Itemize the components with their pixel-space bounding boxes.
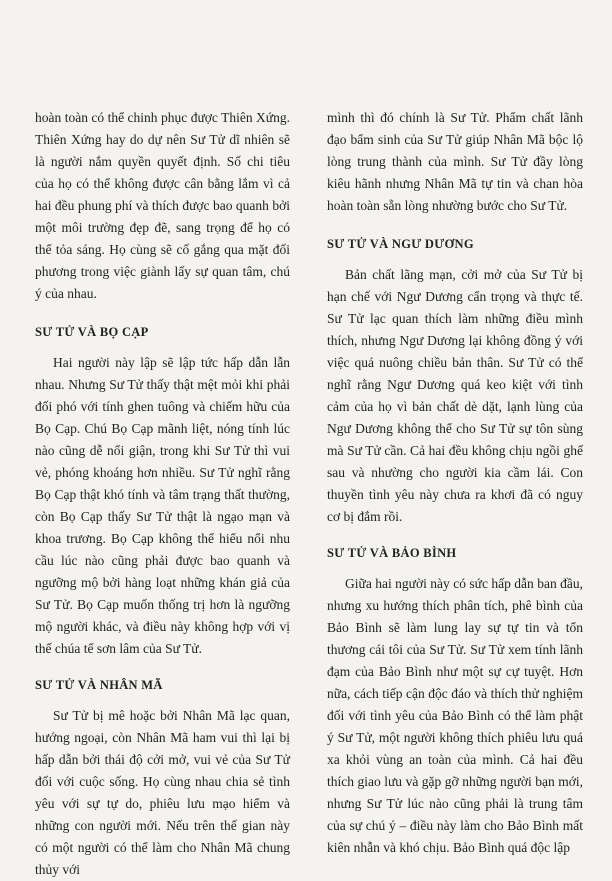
right-paragraph-2: Bản chất lãng mạn, cởi mở của Sư Tử bị hạn chế với Ngư Dương cẩn trọng và thực tế. Sư Tử lạc quan thích làm những điều mình thích, nhưng Ngư Dương lại không đồng ý với việc quá nuông chiều bản thân. Sư Tử có thể nghĩ rằng Ngư Dương quá keo kiệt với tình cảm của họ vì bản chất dè dặt, lạnh lùng của Ngư Dương không thể cho Sư Tử sự tôn sùng mà Sư Tử cần. Cả hai đều không chịu ngồi ghế sau và nhường cho người kia cầm lái. Con thuyền tình yêu này chưa ra khơi đã có nguy cơ bị đắm rồi.: [327, 267, 583, 524]
left-column: [35, 107, 290, 881]
heading-leo-capricorn: SƯ TỬ VÀ NGƯ DƯƠNG: [327, 237, 474, 251]
heading-leo-scorpio: SƯ TỬ VÀ BỌ CẠP: [35, 325, 149, 339]
right-paragraph-3: Giữa hai người này có sức hấp dẫn ban đầu, nhưng xu hướng thích phân tích, phê bình của Bảo Bình sẽ làm lung lay sự tự tin và tổn thương cái tôi của Sư Tử. Sư Tử xem tính lãnh đạm của Bảo Bình như một sự cự tuyệt. Hơn nữa, cách tiếp cận độc đáo và thích thử nghiệm đối với tình yêu của Bảo Bình có thể làm phật ý Sư Tử, một người không thích phiêu lưu quá xa khỏi vùng an toàn của mình. Cả hai đều thích giao lưu và gặp gỡ những người bạn mới, nhưng Sư Tử lúc nào cũng phải là trung tâm của sự chú ý – điều này làm cho Bảo Bình mất kiên nhẫn và khó chịu. Bảo Bình quá độc lập: [327, 576, 583, 855]
right-column: [327, 107, 583, 859]
heading-leo-aquarius: SƯ TỬ VÀ BẢO BÌNH: [327, 546, 457, 560]
left-paragraph-1: hoàn toàn có thể chinh phục được Thiên Xứng. Thiên Xứng hay do dự nên Sư Tử dĩ nhiên sẽ là người nắm quyền quyết định. Số chi tiêu của họ có thể không được cân bằng lắm vì cả hai đều phung phí và thích được bao quanh bởi một môi trường đẹp đẽ, sang trọng để họ có thể tỏa sáng. Họ cùng sẽ cố gắng qua mặt đối phương trong việc giành lấy sự quan tâm, chú ý của nhau.: [35, 110, 290, 301]
left-paragraph-2: Hai người này lập sẽ lập tức hấp dẫn lẫn nhau. Nhưng Sư Tử thấy thật mệt mỏi khi phải đối phó với tính ghen tuông và chiếm hữu của Bọ Cạp. Chú Bọ Cạp mãnh liệt, nóng tính lúc nào cũng dễ nổi giận, trong khi Sư Tử thì vui vẻ, phóng khoáng hơn nhiều. Sư Tử nghĩ rằng Bọ Cạp thật khó tính và tâm trạng thất thường, còn Bọ Cạp thấy Sư Tử thật là ngạo mạn và khoa trương. Bọ Cạp không thể hiểu nổi nhu cầu lúc nào cũng phải được bao quanh và ngưỡng mộ bởi hàng loạt những khán giả của Sư Tử. Bọ Cạp muốn thống trị hơn là ngưỡng mộ người khác, và điều này không hợp với vị thế chúa tể sơn lâm của Sư Tử.: [35, 355, 290, 656]
heading-leo-sagittarius: SƯ TỬ VÀ NHÂN MÃ: [35, 678, 163, 692]
left-paragraph-3: Sư Tử bị mê hoặc bởi Nhân Mã lạc quan, hướng ngoại, còn Nhân Mã ham vui thì lại bị hấp dẫn bởi thái độ cởi mở, vui vẻ của Sư Tử đối với cuộc sống. Họ cùng nhau chia sẻ tình yêu với sự tự do, phiêu lưu mạo hiểm và những con người mới. Nếu trên thế gian này có một người có thể làm cho Nhân Mã chung thủy với: [35, 708, 290, 877]
right-paragraph-1: mình thì đó chính là Sư Tử. Phẩm chất lãnh đạo bẩm sinh của Sư Tử giúp Nhân Mã bộc lộ lòng trung thành của mình. Sư Tử đầy lòng kiêu hãnh nhưng Nhân Mã tự tin và chan hòa hoàn toàn sẵn lòng nhường bước cho Sư Tử.: [327, 110, 583, 213]
